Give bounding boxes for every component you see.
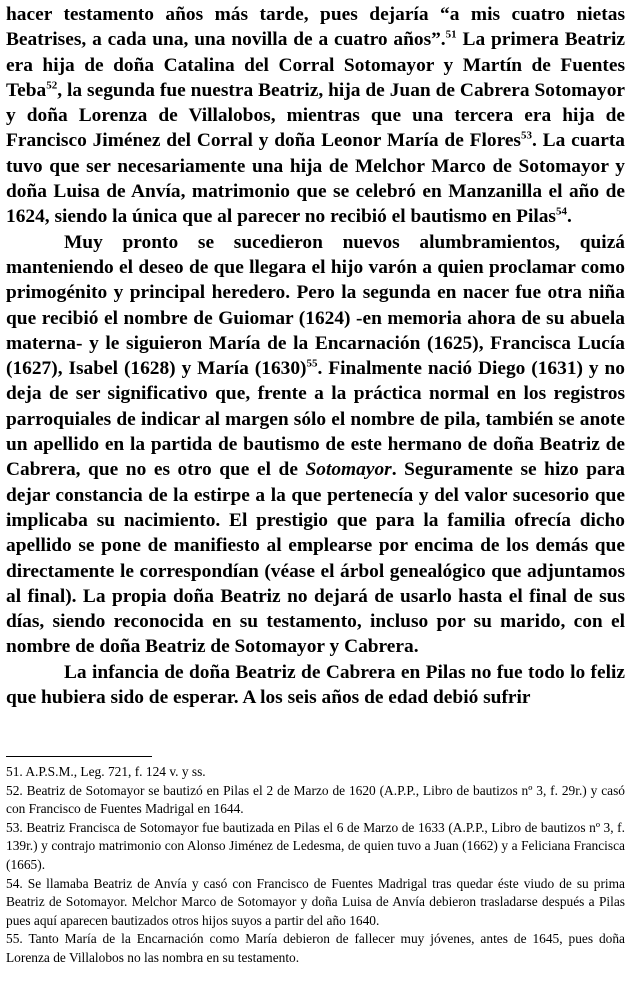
footnote-number: 52 bbox=[6, 782, 20, 798]
footnote-55: 55. Tanto María de la Encarnación como María debieron de fallecer muy jóvenes, antes de 1645, pues doña Lorenza de Villalobos no las nombra en su testamento. bbox=[6, 931, 625, 965]
text-segment: , la segunda fue nuestra Beatriz, hija de Juan de Cabrera Sotomayor y doña Lorenza de Villalobos, mientras que una tercera era hija de Francisco Jiménez del Corral y doña Leonor María de Flores bbox=[6, 79, 625, 152]
footnote-text: Se llamaba Beatriz de Anvía y casó con Francisco de Fuentes Madrigal tras quedar éste viudo de su prima Beatriz de Sotomayor. Melchor Marco de Sotomayor y doña Luisa de Anvía debieron trasladarse después a Pilas pues aquí aparecen bautizados otros hijos suyos a partir del año 1640. bbox=[6, 875, 625, 928]
paragraph-3 bbox=[6, 660, 625, 711]
footnote-text: Beatriz de Sotomayor se bautizó en Pilas el 2 de Marzo de 1620 (A.P.P., Libro de bautizos nº 3, f. 29r.) y casó con Francisco de Fuentes Madrigal en 1644. bbox=[6, 782, 625, 817]
footnote-reference: 52 bbox=[46, 79, 58, 92]
text-segment: . bbox=[566, 206, 572, 228]
text-segment: La primera Beatriz era hija de doña Catalina del Corral Sotomayor y Martín de Fuentes Teba bbox=[6, 29, 625, 101]
footnote-text: A.P.S.M., Leg. 721, f. 124 v. y ss. bbox=[25, 764, 206, 779]
footnote-text: Beatriz Francisca de Sotomayor fue bautizada en Pilas el 6 de Marzo de 1633 (A.P.P., Libro de bautizos nº 3, f. 139r.) y contrajo matrimonio con Alonso Jiménez de Ledesma, de quien tuvo a Juan (1662) y a Feliciana Francisca (1665). bbox=[6, 819, 625, 872]
text-segment: hacer testamento años más tarde, pues dejaría “a mis cuatro nietas Beatrises, a cada una, una novilla de a cuatro años”. bbox=[6, 4, 625, 51]
footnote-54: 54. Se llamaba Beatriz de Anvía y casó con Francisco de Fuentes Madrigal tras quedar éste viudo de su prima Beatriz de Sotomayor. Melchor Marco de Sotomayor y doña Luisa de Anvía debieron trasladarse después a Pilas pues aquí aparecen bautizados otros hijos suyos a partir del año 1640. bbox=[6, 875, 625, 928]
footnote-number: 53 bbox=[6, 819, 20, 835]
italic-text: Sotomayor bbox=[305, 459, 392, 481]
footnote-number: 51 bbox=[6, 764, 20, 779]
footnote-52: 52. Beatriz de Sotomayor se bautizó en Pilas el 2 de Marzo de 1620 (A.P.P., Libro de bautizos nº 3, f. 29r.) y casó con Francisco de Fuentes Madrigal en 1644. bbox=[6, 782, 625, 817]
text-segment: . La cuarta tuvo que ser necesariamente una hija de Melchor Marco de Sotomayor y doña Luisa de Anvía, matrimonio que se celebró en Manzanilla el año de 1624, siendo la única que al parecer no recibió el bautismo en Pilas bbox=[6, 130, 625, 228]
footnote-reference: 55 bbox=[306, 357, 318, 370]
footnote-separator bbox=[6, 756, 152, 757]
text-segment: . Seguramente se hizo para dejar constancia de la estirpe a la que pertenecía y del valor sucesorio que implicaba su nacimiento. El prestigio que para la familia ofrecía dicho apellido se pone de manifiesto al emplearse por encima de los demás que directamente le correspondían (véase el árbol genealógico que adjuntamos al final). La propia doña Beatriz no dejará de usarlo hasta el final de sus días, siendo reconocida en su testamento, incluso por su marido, con el nombre de doña Beatriz de Sotomayor y Cabrera. bbox=[6, 459, 625, 658]
footnote-51: 51. A.P.S.M., Leg. 721, f. 124 v. y ss. bbox=[6, 764, 206, 779]
footnote-number: 54 bbox=[6, 875, 20, 891]
paragraph-1 bbox=[6, 2, 625, 230]
footnote-reference: 53 bbox=[520, 130, 532, 143]
text-segment: La infancia de doña Beatriz de Cabrera en Pilas no fue todo lo feliz que hubiera sido de esperar. A los seis años de edad debió sufrir bbox=[6, 661, 625, 709]
footnote-reference: 54 bbox=[555, 205, 567, 218]
paragraph-2 bbox=[6, 230, 625, 660]
footnote-53: 53. Beatriz Francisca de Sotomayor fue bautizada en Pilas el 6 de Marzo de 1633 (A.P.P., Libro de bautizos nº 3, f. 139r.) y contrajo matrimonio con Alonso Jiménez de Ledesma, de quien tuvo a Juan (1662) y a Feliciana Francisca (1665). bbox=[6, 819, 625, 872]
footnote-number: 55 bbox=[6, 931, 20, 947]
footnote-text: Tanto María de la Encarnación como María debieron de fallecer muy jóvenes, antes de 1645, pues doña Lorenza de Villalobos no las nombra en su testamento. bbox=[6, 931, 625, 965]
body-text bbox=[6, 2, 625, 710]
footnotes bbox=[6, 763, 625, 968]
text-segment: . Finalmente nació Diego (1631) y no deja de ser significativo que, frente a la práctica normal en los registros parroquiales de indicar al margen sólo el nombre de pila, también se anote un apellido en la partida de bautismo de este hermano de doña Beatriz de Cabrera, que no es otro que el de bbox=[6, 358, 625, 481]
footnote-reference: 51 bbox=[445, 28, 457, 41]
text-segment: Muy pronto se sucedieron nuevos alumbramientos, quizá manteniendo el deseo de que llegara el hijo varón a quien proclamar como primogénito y principal heredero. Pero la segunda en nacer fue otra niña que recibió el nombre de Guiomar (1624) -en memoria ahora de su abuela materna- y le siguieron María de la Encarnación (1625), Francisca Lucía (1627), Isabel (1628) y María (1630) bbox=[6, 231, 625, 380]
